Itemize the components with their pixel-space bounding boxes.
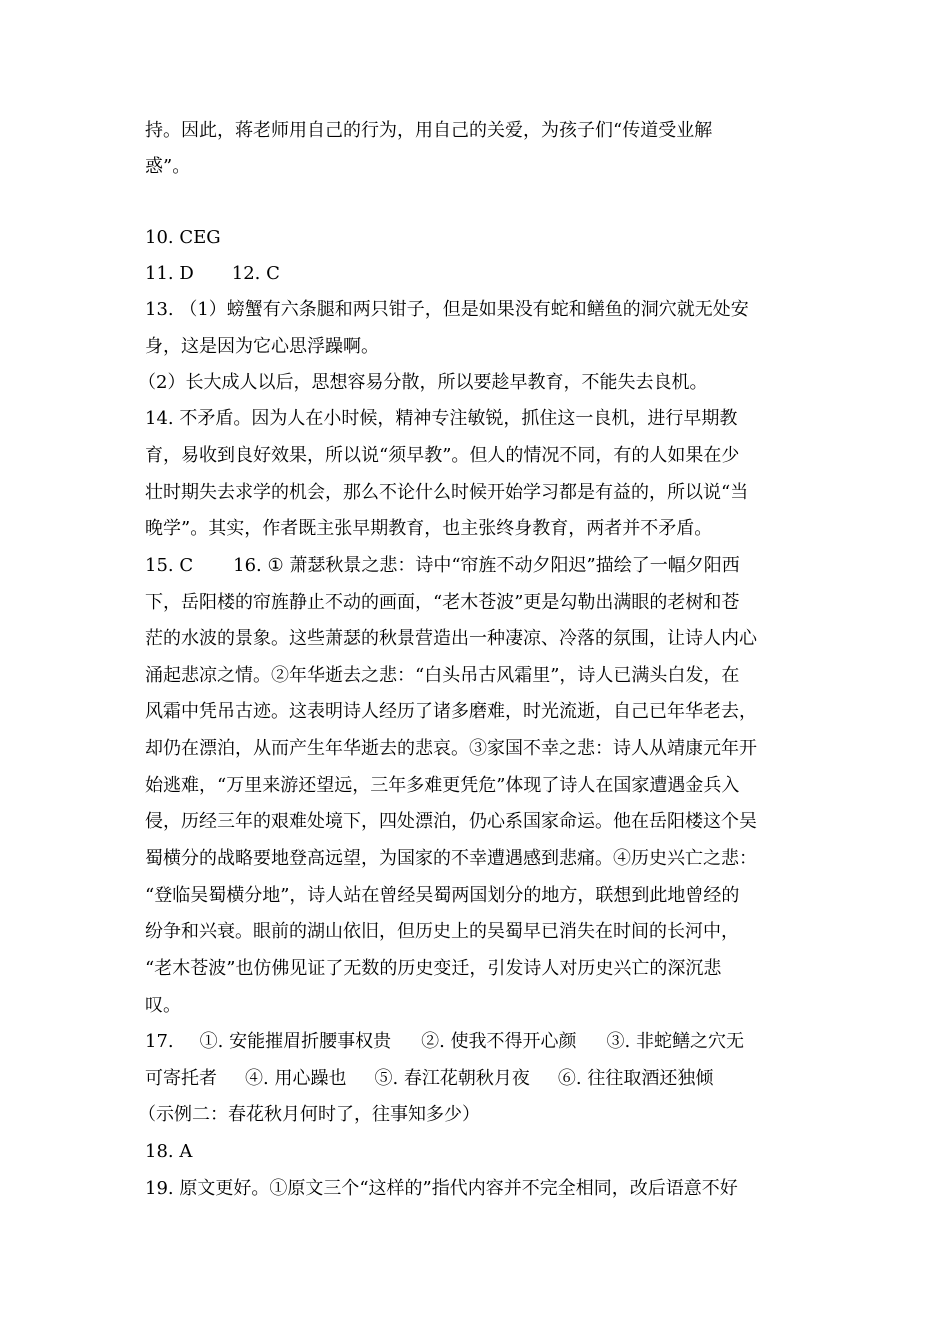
text-line: 壮时期失去求学的机会，那么不论什么时候开始学习都是有益的，所以说“当	[145, 482, 749, 503]
answer-11: 11. D	[145, 263, 194, 284]
text-line: 纷争和兴衰。眼前的湖山依旧，但历史上的吴蜀早已消失在时间的长河中，	[145, 921, 739, 942]
answer-13: 13. （1）螃蟹有六条腿和两只钳子，但是如果没有蛇和鳝鱼的洞穴就无处安	[145, 299, 749, 320]
text-line: 育，易收到良好效果，所以说“须早教”。但人的情况不同，有的人如果在少	[145, 445, 740, 466]
text-line: 身，这是因为它心思浮躁啊。	[145, 336, 379, 357]
text-line: （2）长大成人以后，思想容易分散，所以要趁早教育，不能失去良机。	[138, 372, 708, 393]
answer-10: 10. CEG	[145, 227, 221, 248]
answer-11-12	[145, 262, 280, 286]
text-line: 持。因此，蒋老师用自己的行为，用自己的关爱，为孩子们“传道受业解	[145, 120, 713, 141]
answer-16: 16. ① 萧瑟秋景之悲：诗中“帘旌不动夕阳迟”描绘了一幅夕阳西	[233, 555, 740, 576]
text-line: 风霜中凭吊古迹。这表明诗人经历了诸多磨难，时光流逝，自己已年华老去，	[145, 701, 757, 722]
answer-12: 12. C	[231, 263, 280, 284]
answer-14: 14. 不矛盾。因为人在小时候，精神专注敏锐，抓住这一良机，进行早期教	[145, 408, 738, 429]
text-line: 惑”。	[145, 156, 191, 177]
text-line: 蜀横分的战略要地登高远望，为国家的不幸遭遇感到悲痛。④历史兴亡之悲：	[145, 848, 757, 869]
text-line: 晚学”。其实，作者既主张早期教育，也主张终身教育，两者并不矛盾。	[145, 518, 713, 539]
answer-17-item-2: ②. 使我不得开心颜	[421, 1031, 577, 1052]
answer-15: 15. C	[145, 555, 194, 576]
text-segment: 可寄托者	[145, 1068, 217, 1089]
text-line: 侵，历经三年的艰难处境下，四处漂泊，仍心系国家命运。他在岳阳楼这个吴	[145, 811, 757, 832]
answer-17-item-5: ⑤. 春江花朝秋月夜	[374, 1068, 530, 1089]
text-line: “登临吴蜀横分地”，诗人站在曾经吴蜀两国划分的地方，联想到此地曾经的	[145, 885, 740, 906]
answer-17-item-1: ①. 安能摧眉折腰事权贵	[199, 1031, 392, 1052]
text-line: （示例二：春花秋月何时了，往事知多少）	[138, 1104, 480, 1125]
answer-19: 19. 原文更好。①原文三个“这样的”指代内容并不完全相同，改后语意不好	[145, 1178, 738, 1199]
answer-17-item-3: ③. 非蛇鳝之穴无	[606, 1031, 744, 1052]
text-line: 叹。	[145, 995, 181, 1016]
text-line: 却仍在漂泊，从而产生年华逝去的悲哀。③家国不幸之悲：诗人从靖康元年开	[145, 738, 757, 759]
answer-17-item-4: ④. 用心躁也	[245, 1068, 347, 1089]
answer-17-item-6: ⑥. 往往取酒还独倾	[557, 1068, 714, 1089]
text-line: 涌起悲凉之情。②年华逝去之悲：“白头吊古风霜里”，诗人已满头白发，在	[145, 665, 740, 686]
answer-18: 18. A	[145, 1141, 193, 1162]
answer-17-number: 17.	[145, 1031, 174, 1052]
text-line: 下，岳阳楼的帘旌静止不动的画面，“老木苍波”更是勾勒出满眼的老树和苍	[145, 592, 740, 613]
text-line: 始逃难，“万里来游还望远，三年多难更凭危”体现了诗人在国家遭遇金兵入	[145, 775, 740, 796]
text-line: “老木苍波”也仿佛见证了无数的历史变迁，引发诗人对历史兴亡的深沉悲	[145, 958, 722, 979]
text-line: 茫的水波的景象。这些萧瑟的秋景营造出一种凄凉、冷落的氛围，让诗人内心	[145, 628, 757, 649]
answer-15-16	[145, 554, 740, 578]
answer-17-cont	[145, 1067, 713, 1091]
answer-17	[145, 1030, 744, 1054]
